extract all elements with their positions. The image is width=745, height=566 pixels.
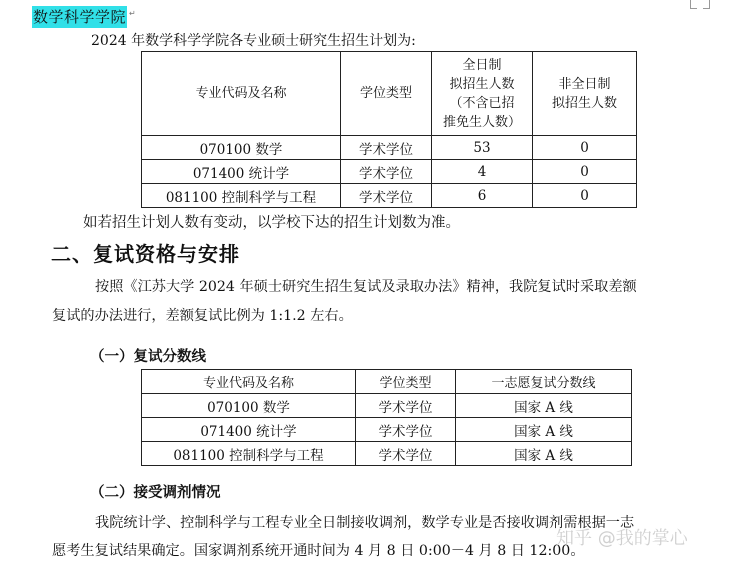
header-major: 专业代码及名称 <box>142 370 356 394</box>
table-row: 071400 统计学 学术学位 国家 A 线 <box>142 418 632 442</box>
subsection-heading: （一）复试分数线 <box>90 349 206 365</box>
score-line-table <box>141 369 632 466</box>
table-row: 070100 数学 学术学位 53 0 <box>142 136 637 160</box>
paragraph-mark: ↵ <box>129 9 136 18</box>
table-row: 081100 控制科学与工程 学术学位 国家 A 线 <box>142 442 632 466</box>
table-row: 071400 统计学 学术学位 4 0 <box>142 160 637 184</box>
intro-text: 2024 年数学科学学院各专业硕士研究生招生计划为: <box>91 33 416 49</box>
header-score-line: 一志愿复试分数线 <box>456 370 632 394</box>
table-row: 070100 数学 学术学位 国家 A 线 <box>142 394 632 418</box>
header-degree-type: 学位类型 <box>356 370 456 394</box>
body-paragraph: 我院统计学、控制科学与工程专业全日制接收调剂，数学专业是否接收调剂需根据一志 <box>95 515 635 531</box>
plan-note: 如若招生计划人数有变动，以学校下达的招生计划数为准。 <box>83 215 460 231</box>
subsection-heading: （二）接受调剂情况 <box>90 485 221 501</box>
header-fulltime: 全日制 拟招生人数 （不含已招 推免生人数） <box>432 52 533 136</box>
department-title: 数学科学学院 <box>33 8 127 26</box>
table-row: 081100 控制科学与工程 学术学位 6 0 <box>142 184 637 208</box>
header-parttime: 非全日制 拟招生人数 <box>533 52 637 136</box>
page-corner-mark <box>703 0 710 9</box>
header-degree-type: 学位类型 <box>341 52 432 136</box>
watermark: 知乎 @我的掌心 <box>556 528 688 549</box>
body-paragraph: 按照《江苏大学 2024 年硕士研究生招生复试及录取办法》精神，我院复试时采取差额 <box>95 279 637 295</box>
section-heading: 二、复试资格与安排 <box>51 242 240 266</box>
body-paragraph: 复试的办法进行，差额复试比例为 1:1.2 左右。 <box>52 308 353 324</box>
page-corner-mark <box>690 0 697 9</box>
body-paragraph: 愿考生复试结果确定。国家调剂系统开通时间为 4 月 8 日 0:00－4 月 8 日 12:00。 <box>52 543 585 559</box>
header-major: 专业代码及名称 <box>142 52 341 136</box>
enrollment-plan-table <box>141 51 637 208</box>
